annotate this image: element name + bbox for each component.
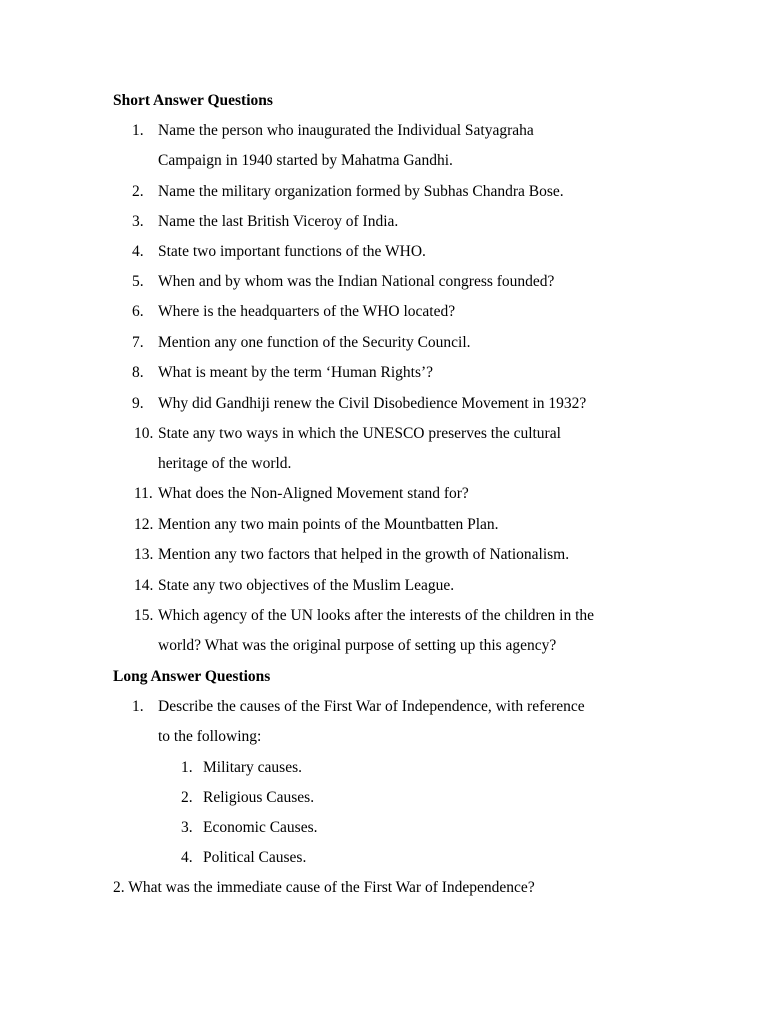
question-number: 15.	[134, 607, 154, 624]
subitem-text: Religious Causes.	[203, 789, 315, 806]
question-number: 13.	[134, 546, 154, 563]
question-text: State two important functions of the WHO.	[158, 243, 426, 260]
question-number: 9.	[132, 395, 144, 412]
question-text: Which agency of the UN looks after the interests of the children in the world? What was the original purpose of setting up this agency?	[158, 607, 595, 655]
subitem-text: Economic Causes.	[203, 819, 318, 836]
question-number: 3.	[132, 213, 144, 230]
question-number: 1.	[132, 122, 144, 139]
question-text: Mention any two main points of the Mountbatten Plan.	[158, 516, 499, 533]
question-text: Describe the causes of the First War of Independence, with reference to the following:	[158, 698, 585, 746]
question-number: 12.	[134, 516, 154, 533]
subitem-number: 3.	[181, 819, 193, 836]
question-text: What does the Non-Aligned Movement stand for?	[158, 485, 469, 502]
short-answer-heading: Short Answer Questions	[113, 92, 273, 109]
question-number: 1.	[132, 698, 144, 715]
question-text: State any two objectives of the Muslim League.	[158, 577, 455, 594]
question-number: 6.	[132, 303, 144, 320]
question-number: 8.	[132, 364, 144, 381]
question-number: 4.	[132, 243, 144, 260]
question-text: What is meant by the term ‘Human Rights’?	[158, 364, 434, 381]
long-question-2: 2. What was the immediate cause of the First War of Independence?	[113, 879, 535, 896]
question-text: State any two ways in which the UNESCO preserves the cultural heritage of the world.	[158, 425, 561, 473]
question-text: When and by whom was the Indian National congress founded?	[158, 273, 555, 290]
question-text: Mention any one function of the Security Council.	[158, 334, 471, 351]
long-answer-heading: Long Answer Questions	[113, 668, 271, 685]
question-number: 10.	[134, 425, 154, 442]
question-text: Name the military organization formed by Subhas Chandra Bose.	[158, 183, 564, 200]
question-text: Where is the headquarters of the WHO located?	[158, 303, 456, 320]
subitem-number: 1.	[181, 759, 193, 776]
subitem-number: 4.	[181, 849, 193, 866]
subitem-number: 2.	[181, 789, 193, 806]
question-number: 11.	[134, 485, 153, 502]
subitem-text: Political Causes.	[203, 849, 307, 866]
question-text: Name the last British Viceroy of India.	[158, 213, 399, 230]
subitem-text: Military causes.	[203, 759, 303, 776]
question-text: Name the person who inaugurated the Individual Satyagraha Campaign in 1940 started by Mahatma Gandhi.	[158, 122, 534, 170]
question-text: Mention any two factors that helped in the growth of Nationalism.	[158, 546, 570, 563]
question-text: Why did Gandhiji renew the Civil Disobedience Movement in 1932?	[158, 395, 587, 412]
question-number: 5.	[132, 273, 144, 290]
question-number: 7.	[132, 334, 144, 351]
question-number: 14.	[134, 577, 154, 594]
question-number: 2.	[132, 183, 144, 200]
